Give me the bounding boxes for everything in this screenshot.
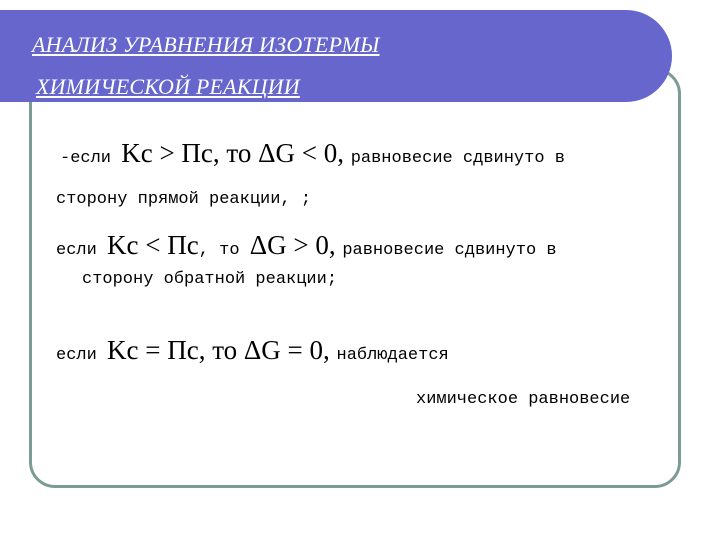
condition-kc-greater-continuation: сторону прямой реакции, ; bbox=[56, 190, 312, 209]
condition-formula: Kc = Пc, то ΔG = 0, bbox=[107, 335, 337, 365]
condition-connector: , то bbox=[198, 241, 250, 260]
condition-prefix: -если bbox=[60, 149, 122, 168]
condition-formula-kc: Kc < Пc bbox=[107, 230, 199, 260]
condition-result: наблюдается bbox=[336, 346, 449, 365]
condition-kc-less bbox=[56, 230, 557, 261]
title-banner bbox=[0, 10, 672, 102]
title-line-2: ХИМИЧЕСКОЙ РЕАКЦИИ bbox=[36, 74, 300, 99]
condition-kc-greater bbox=[60, 138, 565, 169]
condition-kc-less-continuation: сторону обратной реакции; bbox=[82, 270, 338, 289]
condition-prefix: если bbox=[56, 241, 108, 260]
condition-prefix: если bbox=[56, 346, 108, 365]
title-line-1: АНАЛИЗ УРАВНЕНИЯ ИЗОТЕРМЫ bbox=[32, 32, 380, 57]
condition-kc-equal bbox=[56, 335, 449, 366]
condition-kc-equal-continuation: химическое равновесие bbox=[416, 390, 631, 409]
condition-result: равновесие сдвинуто в bbox=[342, 241, 557, 260]
condition-formula: Kc > Пc, то ΔG < 0, bbox=[121, 138, 351, 168]
title-underline-rule bbox=[384, 103, 636, 105]
condition-formula-dg: ΔG > 0, bbox=[249, 230, 343, 260]
condition-result: равновесие сдвинуто в bbox=[350, 149, 565, 168]
